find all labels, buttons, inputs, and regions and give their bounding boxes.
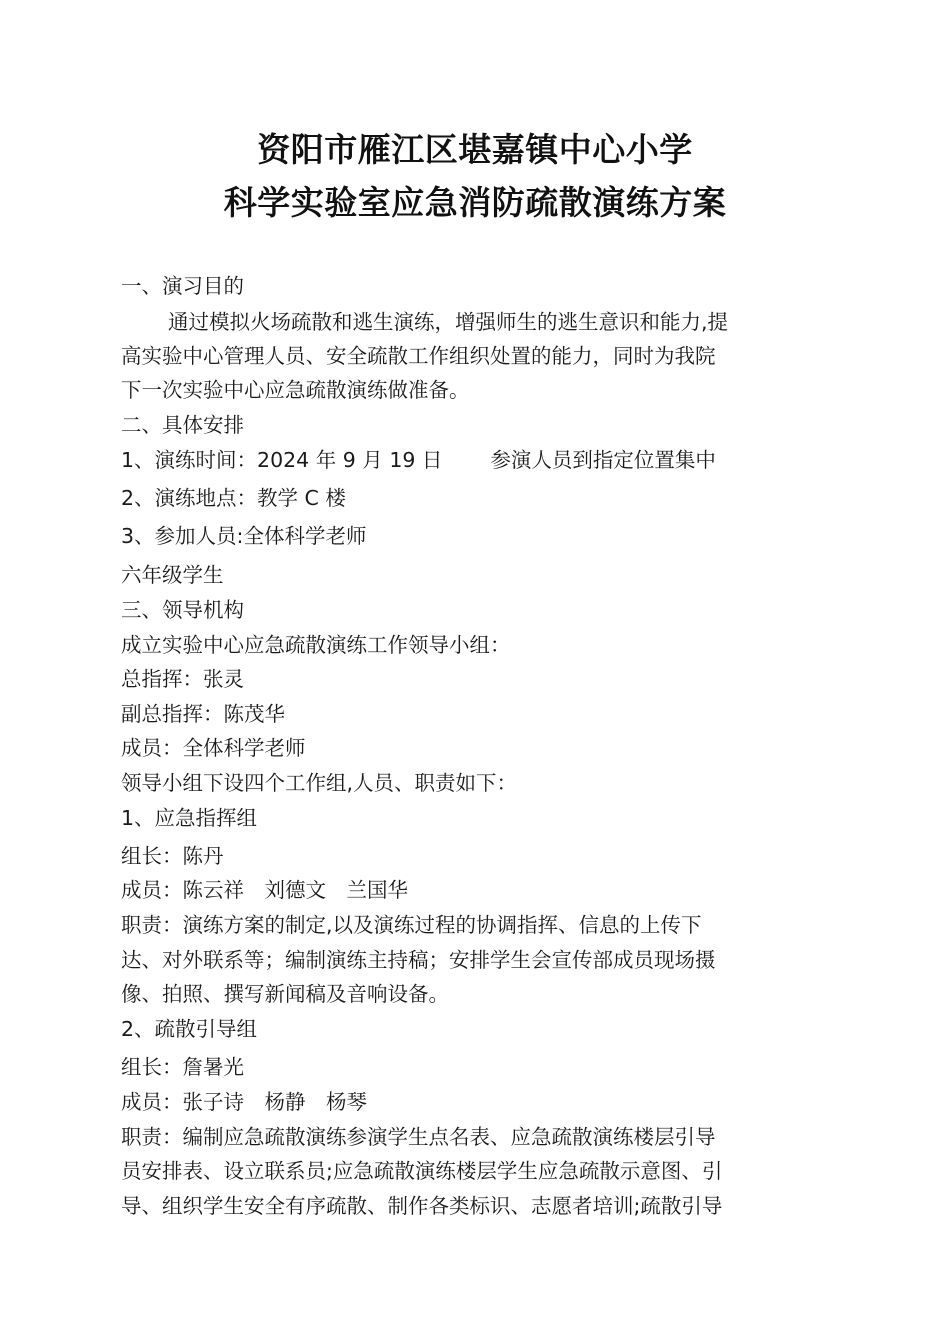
groups-intro: 领导小组下设四个工作组,人员、职责如下：: [121, 771, 518, 795]
group2-duty-line2: 员安排表、设立联系员;应急疏散演练楼层学生应急疏散示意图、引: [121, 1159, 723, 1183]
purpose-paragraph-line2: 高实验中心管理人员、安全疏散工作组织处置的能力，同时为我院: [121, 344, 716, 368]
commander: 总指挥：张灵: [121, 667, 244, 691]
document-title-line1: 资阳市雁江区堪嘉镇中心小学: [257, 130, 693, 169]
group2-members: 成员：张子诗 杨静 杨琴: [121, 1090, 367, 1114]
group1-duty-line1: 职责：演练方案的制定,以及演练过程的协调指挥、信息的上传下: [121, 913, 702, 937]
group2-duty-line3: 导、组织学生安全有序疏散、制作各类标识、志愿者培训;疏散引导: [121, 1194, 723, 1218]
purpose-paragraph-line3: 下一次实验中心应急疏散演练做准备。: [121, 378, 470, 402]
document-title-line2: 科学实验室应急消防疏散演练方案: [223, 183, 727, 222]
group1-duty-line3: 像、拍照、撰写新闻稿及音响设备。: [121, 982, 449, 1006]
group1-members: 成员：陈云祥 刘德文 兰国华: [121, 878, 408, 902]
leadership-members: 成员：全体科学老师: [121, 736, 306, 760]
vice-commander: 副总指挥：陈茂华: [121, 702, 285, 726]
purpose-paragraph-line1: 通过模拟火场疏散和逃生演练，增强师生的逃生意识和能力,提: [168, 310, 729, 334]
arrangement-time-label: 1、演练时间：2024 年 9 月 19 日: [121, 448, 443, 472]
group1-leader: 组长：陈丹: [121, 844, 224, 868]
group2-leader: 组长：詹暑光: [121, 1055, 244, 1079]
group1-duty-line2: 达、对外联系等；编制演练主持稿；安排学生会宣传部成员现场摄: [121, 948, 716, 972]
arrangement-participants: 3、参加人员:全体科学老师: [121, 524, 367, 548]
arrangement-place: 2、演练地点：教学 C 楼: [121, 486, 346, 510]
section-heading-leadership: 三、领导机构: [121, 598, 244, 622]
arrangement-time: [121, 446, 811, 474]
arrangement-participants-continued: 六年级学生: [121, 563, 224, 587]
group1-heading: 1、应急指挥组: [121, 806, 258, 830]
section-heading-arrangement: 二、具体安排: [121, 413, 244, 437]
arrangement-time-note: 参演人员到指定位置集中: [490, 448, 716, 472]
section-heading-purpose: 一、演习目的: [121, 274, 244, 298]
group2-duty-line1: 职责：编制应急疏散演练参演学生点名表、应急疏散演练楼层引导: [121, 1125, 716, 1149]
leadership-intro: 成立实验中心应急疏散演练工作领导小组：: [121, 633, 511, 657]
group2-heading: 2、疏散引导组: [121, 1017, 258, 1041]
